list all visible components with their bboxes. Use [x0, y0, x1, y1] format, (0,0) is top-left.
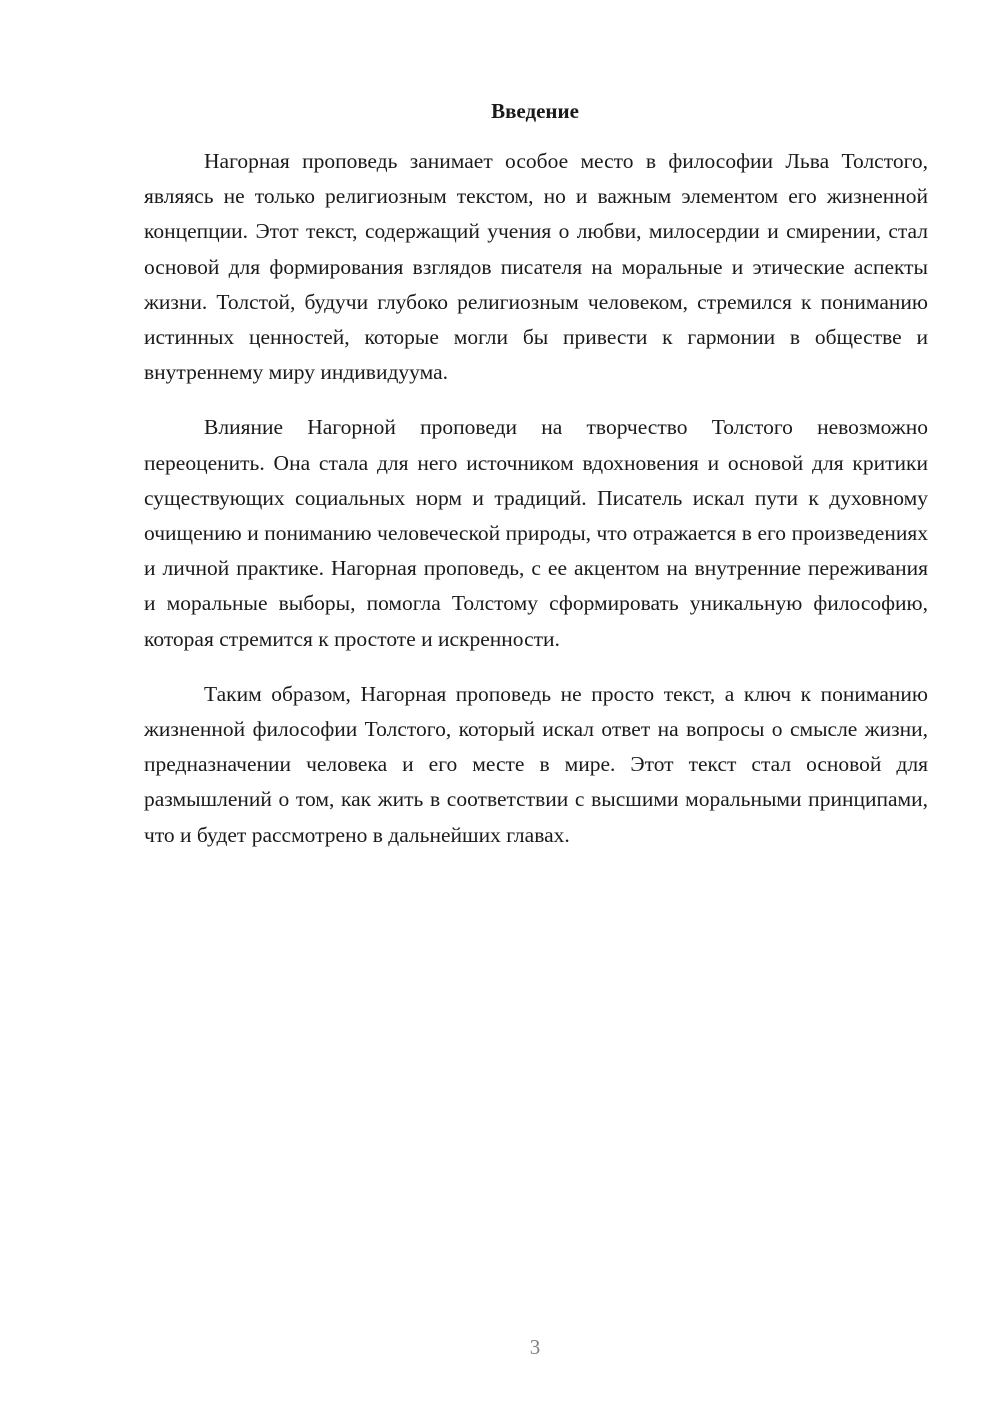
paragraph-1: Нагорная проповедь занимает особое место в философии Льва Толстого, являясь не только религиозным текстом, но и важным элементом его жизненной концепции. Этот текст, содержащий учения о любви, милосердии и смирении, стал основой для формирования взглядов писателя на моральные и этические аспекты жизни. Толстой, будучи глубоко религиозным человеком, стремился к пониманию истинных ценностей, которые могли бы привести к гармонии в обществе и внутреннему миру индивидуума.	[144, 149, 928, 385]
paragraph-2: Влияние Нагорной проповеди на творчество Толстого невозможно переоценить. Она стала для него источником вдохновения и основой для критики существующих социальных норм и традиций. Писатель искал пути к духовному очищению и пониманию человеческой природы, что отражается в его произведениях и личной практике. Нагорная проповедь, с ее акцентом на внутренние переживания и моральные выборы, помогла Толстому сформировать уникальную философию, которая стремится к простоте и искренности.	[144, 415, 928, 651]
section-title: Введение	[491, 99, 579, 123]
page-number: 3	[529, 1335, 541, 1359]
body-text	[144, 144, 928, 853]
paragraph-3: Таким образом, Нагорная проповедь не просто текст, а ключ к пониманию жизненной философии Толстого, который искал ответ на вопросы о смысле жизни, предназначении человека и его месте в мире. Этот текст стал основой для размышлений о том, как жить в соответствии с высшими моральными принципами, что и будет рассмотрено в дальнейших главах.	[144, 681, 928, 847]
